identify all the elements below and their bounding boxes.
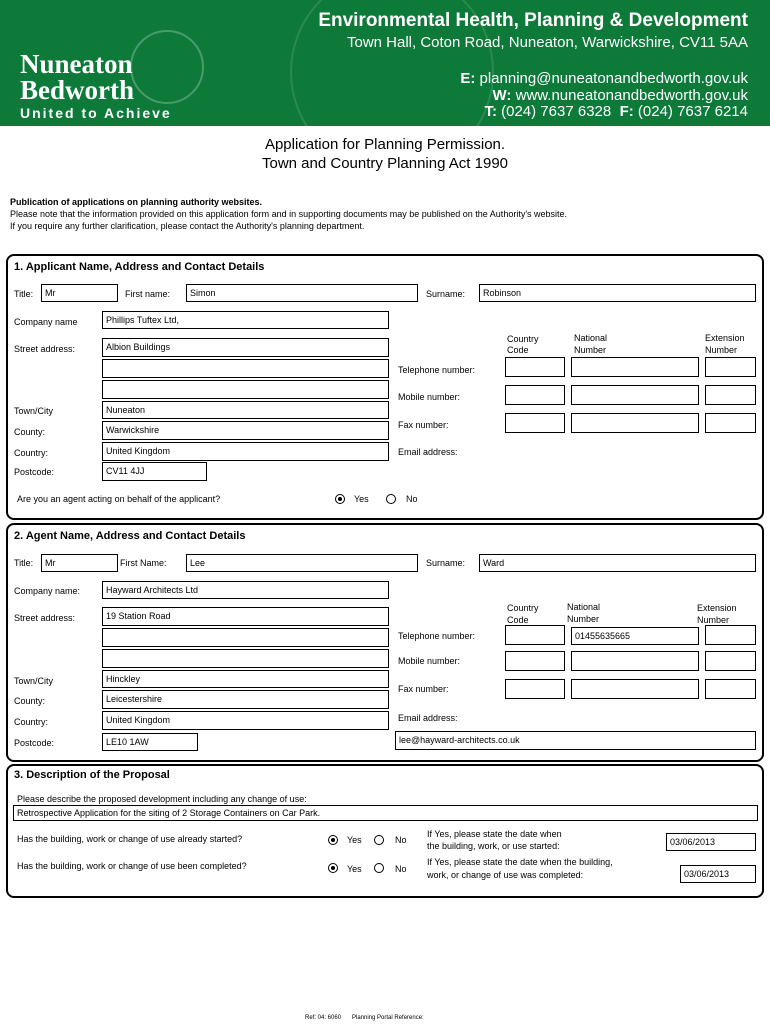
completed-date-field[interactable]: 03/06/2013	[680, 865, 756, 883]
agent-town-label: Town/City	[14, 676, 54, 686]
completed-yes-radio[interactable]	[328, 863, 338, 873]
agent-title-label: Title:	[14, 558, 34, 568]
logo-tagline: United to Achieve	[20, 105, 172, 121]
publication-heading-text: Publication of applications on planning authority websites.	[10, 197, 263, 207]
agent-first-name-field[interactable]: Lee	[186, 554, 418, 572]
agent-question: Are you an agent acting on behalf of the applicant?	[17, 494, 221, 504]
agent-tel-cc[interactable]	[505, 625, 565, 645]
agent-no-radio[interactable]	[386, 494, 396, 504]
applicant-email-label: Email address:	[398, 447, 458, 457]
agent-fax-ext[interactable]	[705, 679, 756, 699]
agent-street-label: Street address:	[14, 613, 76, 623]
applicant-first-name-field[interactable]: Simon	[186, 284, 418, 302]
applicant-street-label: Street address:	[14, 344, 76, 354]
web-prefix: W:	[492, 87, 512, 104]
applicant-country-label: Country:	[14, 448, 49, 458]
applicant-postcode-field[interactable]: CV11 4JJ	[102, 462, 207, 481]
started-no-radio[interactable]	[374, 835, 384, 845]
started-date-label1: If Yes, please state the date when	[427, 829, 562, 839]
completed-date-label1: If Yes, please state the date when the building,	[427, 857, 613, 867]
applicant-title-label: Title:	[14, 289, 34, 299]
department-title: Environmental Health, Planning & Development	[318, 10, 748, 31]
department-address: Town Hall, Coton Road, Nuneaton, Warwickshire, CV11 5AA	[346, 34, 748, 51]
applicant-country-field[interactable]: United Kingdom	[102, 442, 389, 461]
publication-heading	[10, 197, 262, 207]
applicant-town-label: Town/City	[14, 406, 54, 416]
web-text: www.nuneatonandbedworth.gov.uk	[515, 87, 748, 104]
applicant-cc-label1: Country	[507, 334, 539, 344]
applicant-county-field[interactable]: Warwickshire	[102, 421, 389, 440]
agent-tel-label: Telephone number:	[398, 631, 476, 641]
agent-tel-nn[interactable]: 01455635665	[571, 627, 699, 645]
applicant-fax-cc[interactable]	[505, 413, 565, 433]
publication-note: Please note that the information provided on this application form and in supporting documents may be published on the Authority's website.	[10, 209, 568, 219]
applicant-tel-ext[interactable]	[705, 357, 756, 377]
publication-clarification: If you require any further clarification, please contact the Authority's planning department.	[10, 221, 365, 231]
section-proposal	[6, 764, 764, 898]
completed-no-label: No	[395, 864, 407, 874]
proposal-description-field[interactable]: Retrospective Application for the siting of 2 Storage Containers on Car Park.	[13, 805, 758, 821]
fax-text: (024) 7637 6214	[637, 103, 748, 120]
applicant-fax-label: Fax number:	[398, 420, 449, 430]
applicant-tel-label: Telephone number:	[398, 365, 476, 375]
web-line	[493, 87, 748, 104]
applicant-ext-label2: Number	[705, 345, 738, 355]
logo-line1: Nuneaton	[20, 49, 133, 79]
agent-first-name-label: First Name:	[120, 558, 167, 568]
agent-street-2[interactable]	[102, 628, 389, 647]
agent-mobile-ext[interactable]	[705, 651, 756, 671]
agent-surname-label: Surname:	[426, 558, 466, 568]
section-applicant-title: 1. Applicant Name, Address and Contact Details	[14, 261, 265, 273]
form-subtitle: Town and Country Planning Act 1990	[262, 155, 508, 172]
proposal-describe-label: Please describe the proposed development including any change of use:	[17, 794, 307, 804]
applicant-surname-label: Surname:	[426, 289, 466, 299]
started-yes-radio[interactable]	[328, 835, 338, 845]
section-agent-title: 2. Agent Name, Address and Contact Details	[14, 530, 246, 542]
agent-country-field[interactable]: United Kingdom	[102, 711, 389, 730]
agent-yes-label: Yes	[354, 494, 369, 504]
agent-county-label: County:	[14, 696, 46, 706]
applicant-tel-nn[interactable]	[571, 357, 699, 377]
applicant-street-3[interactable]	[102, 380, 389, 399]
agent-ext-label2: Number	[697, 615, 730, 625]
started-date-label2: the building, work, or use started:	[427, 841, 560, 851]
agent-ext-label1: Extension	[697, 603, 737, 613]
applicant-mobile-cc[interactable]	[505, 385, 565, 405]
section-proposal-title: 3. Description of the Proposal	[14, 769, 170, 781]
agent-postcode-field[interactable]: LE10 1AW	[102, 733, 198, 751]
agent-title-field[interactable]: Mr	[41, 554, 118, 572]
agent-street-1[interactable]: 19 Station Road	[102, 607, 389, 626]
footer-portal-ref: Planning Portal Reference:	[352, 1015, 424, 1021]
applicant-street-2[interactable]	[102, 359, 389, 378]
started-yes-label: Yes	[347, 835, 362, 845]
applicant-nn-label2: Number	[574, 345, 607, 355]
phone-line	[484, 103, 748, 120]
agent-email-label: Email address:	[398, 713, 458, 723]
agent-street-3[interactable]	[102, 649, 389, 668]
form-title: Application for Planning Permission.	[264, 136, 506, 153]
agent-surname-field[interactable]: Ward	[479, 554, 756, 572]
logo-line2: Bedworth	[20, 75, 134, 105]
agent-mobile-nn[interactable]	[571, 651, 699, 671]
started-no-label: No	[395, 835, 407, 845]
applicant-title-field[interactable]: Mr	[41, 284, 118, 302]
applicant-street-1[interactable]: Albion Buildings	[102, 338, 389, 357]
tel-text: (024) 7637 6328	[501, 103, 612, 120]
applicant-nn-label1: National	[574, 333, 608, 343]
applicant-surname-field[interactable]: Robinson	[479, 284, 756, 302]
fax-prefix: F:	[619, 103, 634, 120]
agent-country-label: Country:	[14, 717, 49, 727]
applicant-company-field[interactable]: Phillips Tuftex Ltd,	[102, 311, 389, 329]
agent-county-field[interactable]: Leicestershire	[102, 690, 389, 709]
applicant-postcode-label: Postcode:	[14, 467, 55, 477]
agent-company-field[interactable]: Hayward Architects Ltd	[102, 581, 389, 599]
council-header	[0, 0, 770, 126]
tel-prefix: T:	[484, 103, 497, 120]
email-line	[460, 70, 748, 87]
agent-fax-label: Fax number:	[398, 684, 449, 694]
agent-cc-label1: Country	[507, 603, 539, 613]
agent-nn-label2: Number	[567, 614, 600, 624]
agent-mobile-cc[interactable]	[505, 651, 565, 671]
agent-email-field[interactable]: lee@hayward-architects.co.uk	[395, 731, 756, 750]
agent-mobile-label: Mobile number:	[398, 656, 461, 666]
agent-nn-label1: National	[567, 602, 601, 612]
agent-cc-label2: Code	[507, 615, 529, 625]
started-date-field[interactable]: 03/06/2013	[666, 833, 756, 851]
applicant-fax-ext[interactable]	[705, 413, 756, 433]
completed-date-label2: work, or change of use was completed:	[427, 870, 584, 880]
email-prefix: E:	[460, 70, 476, 87]
agent-company-label: Company name:	[14, 586, 81, 596]
completed-question: Has the building, work or change of use been completed?	[17, 861, 247, 871]
agent-yes-radio[interactable]	[335, 494, 345, 504]
applicant-fax-nn[interactable]	[571, 413, 699, 433]
agent-no-label: No	[406, 494, 418, 504]
applicant-tel-cc[interactable]	[505, 357, 565, 377]
applicant-cc-label2: Code	[507, 345, 529, 355]
applicant-mobile-ext[interactable]	[705, 385, 756, 405]
completed-yes-label: Yes	[347, 864, 362, 874]
agent-postcode-label: Postcode:	[14, 738, 55, 748]
agent-tel-ext[interactable]	[705, 625, 756, 645]
council-crest-icon	[130, 30, 204, 104]
applicant-first-name-label: First name:	[125, 289, 171, 299]
applicant-town-field[interactable]: Nuneaton	[102, 401, 389, 419]
footer-ref: Ref: 04: 6060	[305, 1015, 342, 1021]
applicant-county-label: County:	[14, 427, 46, 437]
started-question: Has the building, work or change of use already started?	[17, 834, 243, 844]
applicant-ext-label1: Extension	[705, 333, 745, 343]
applicant-email-field[interactable]	[398, 461, 756, 480]
agent-fax-cc[interactable]	[505, 679, 565, 699]
agent-fax-nn[interactable]	[571, 679, 699, 699]
applicant-mobile-label: Mobile number:	[398, 392, 461, 402]
completed-no-radio[interactable]	[374, 863, 384, 873]
applicant-company-label: Company name	[14, 317, 78, 327]
applicant-mobile-nn[interactable]	[571, 385, 699, 405]
email-text: planning@nuneatonandbedworth.gov.uk	[479, 70, 748, 87]
agent-town-field[interactable]: Hinckley	[102, 670, 389, 688]
